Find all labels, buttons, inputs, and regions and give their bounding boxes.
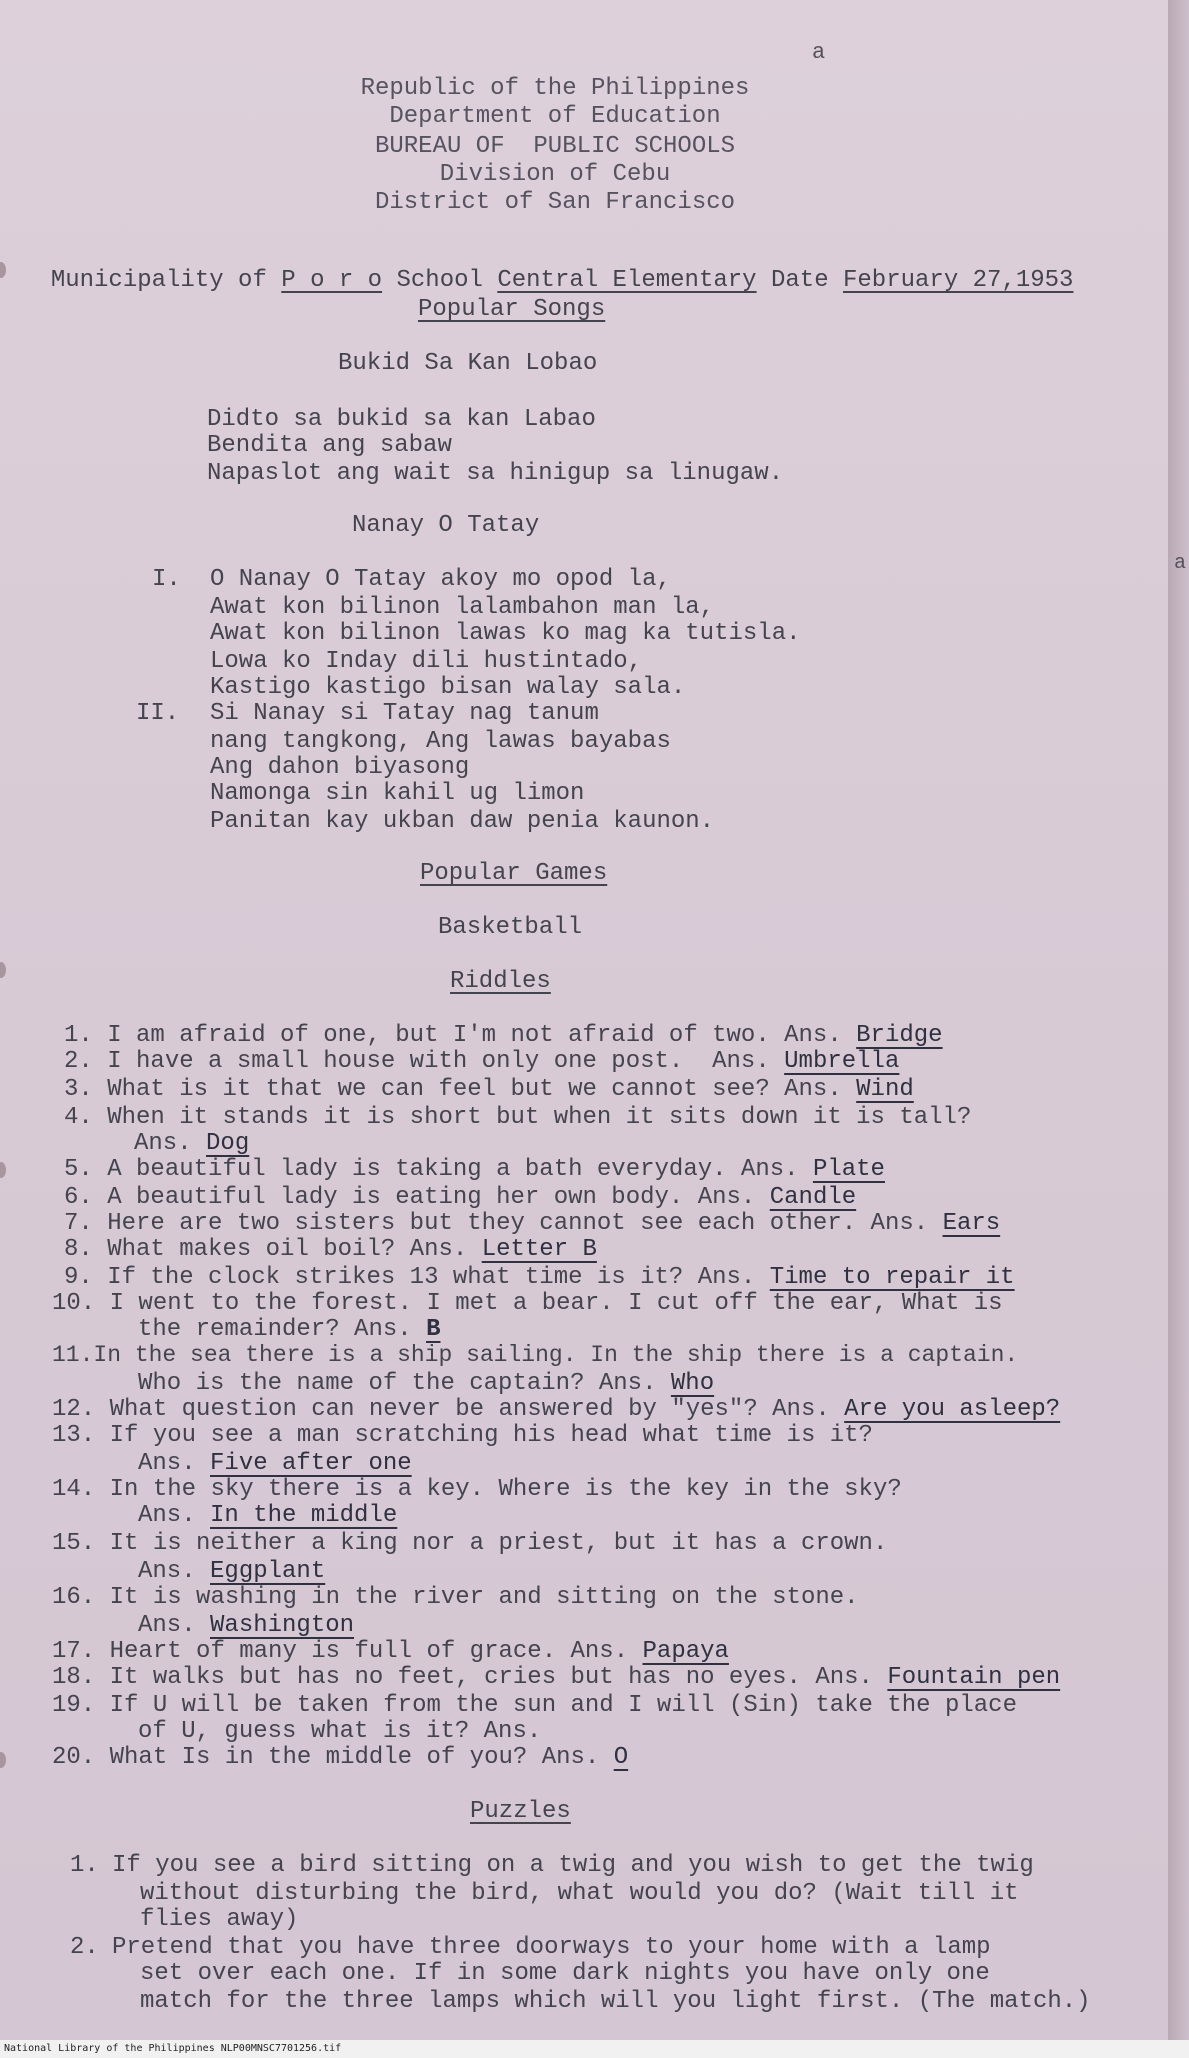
riddle-item: 4. When it stands it is short but when it sits down it is tall? — [64, 1104, 972, 1131]
songs-heading: Popular Songs — [418, 296, 606, 323]
puzzle-line: without disturbing the bird, what would you do? (Wait till it — [140, 1880, 1019, 1907]
riddle-item-answer: Who is the name of the captain? Ans. Who — [138, 1370, 715, 1397]
puzzle-line: match for the three lamps which will you light first. (The match.) — [140, 1988, 1091, 2015]
verse1-line: Awat kon bilinon lalambahon man la, — [210, 594, 715, 621]
puzzle-line: set over each one. If in some dark nights you have only one — [140, 1960, 990, 1987]
verse1-line: Lowa ko Inday dili hustintado, — [210, 648, 643, 675]
school-label: School — [396, 267, 483, 294]
song1-line: Napaslot ang wait sa hinigup sa linugaw. — [207, 460, 784, 487]
verse2-line: Namonga sin kahil ug limon — [210, 780, 585, 807]
riddle-item: 12. What question can never be answered by "yes"? Ans. Are you asleep? — [52, 1396, 1061, 1423]
puzzle-number: 1. — [70, 1852, 99, 1879]
riddle-item: 7. Here are two sisters but they cannot see each other. Ans. Ears — [64, 1210, 1001, 1237]
info-line — [22, 240, 1073, 294]
school-value: Central Elementary — [497, 267, 757, 294]
riddle-item: 10. I went to the forest. I met a bear. I cut off the ear, What is — [52, 1290, 1003, 1317]
municipality-label: Municipality of — [50, 267, 267, 294]
song1-line: Bendita ang sabaw — [207, 432, 452, 459]
header-republic: Republic of the Philippines — [360, 75, 750, 102]
verse2-line: Panitan kay ukban daw penia kaunon. — [210, 808, 715, 835]
riddle-item: 9. If the clock strikes 13 what time is it? Ans. Time to repair it — [64, 1264, 1015, 1291]
page-mark: a — [812, 40, 826, 65]
riddle-item: 20. What Is in the middle of you? Ans. O — [52, 1744, 629, 1771]
verse2-line: nang tangkong, Ang lawas bayabas — [210, 728, 671, 755]
riddle-item: 17. Heart of many is full of grace. Ans. Papaya — [52, 1638, 729, 1665]
riddle-item-answer: of U, guess what is it? Ans. — [138, 1718, 542, 1745]
riddle-item: 19. If U will be taken from the sun and I will (Sin) take the place — [52, 1692, 1017, 1719]
puzzle-line: Pretend that you have three doorways to your home with a lamp — [112, 1934, 991, 1961]
puzzle-line: flies away) — [140, 1906, 299, 1933]
page-edge — [1168, 0, 1189, 2040]
riddle-item-answer: Ans. Dog — [134, 1130, 250, 1157]
verse2-line: Si Nanay si Tatay nag tanum — [210, 700, 599, 727]
games-heading: Popular Games — [420, 860, 608, 887]
song1-title: Bukid Sa Kan Lobao — [338, 350, 598, 377]
riddle-item: 14. In the sky there is a key. Where is the key in the sky? — [52, 1476, 902, 1503]
verse1-line: Kastigo kastigo bisan walay sala. — [210, 674, 686, 701]
riddle-item-answer: Ans. Washington — [138, 1612, 355, 1639]
riddle-item-answer: Ans. Eggplant — [138, 1558, 326, 1585]
header-department: Department of Education — [389, 103, 721, 130]
riddle-item: 18. It walks but has no feet, cries but has no eyes. Ans. Fountain pen — [52, 1664, 1061, 1691]
header-bureau: BUREAU OF PUBLIC SCHOOLS — [374, 133, 736, 160]
header-district: District of San Francisco — [374, 189, 736, 216]
verse1-line: O Nanay O Tatay akoy mo opod la, — [210, 566, 671, 593]
riddle-item: 1. I am afraid of one, but I'm not afraid of two. Ans. Bridge — [64, 1022, 943, 1049]
verse2-line: Ang dahon biyasong — [210, 754, 470, 781]
riddle-item-answer: the remainder? Ans. B — [138, 1316, 441, 1343]
scan-footer: National Library of the Philippines NLP00MNSC7701256.tif — [0, 2040, 1189, 2058]
riddle-item: 11.In the sea there is a ship sailing. In the ship there is a captain. — [52, 1342, 1019, 1368]
riddle-item: 8. What makes oil boil? Ans. Letter B — [64, 1236, 597, 1263]
riddle-item-answer: Ans. In the middle — [138, 1502, 398, 1529]
puzzle-number: 2. — [70, 1934, 99, 1961]
puzzles-heading: Puzzles — [470, 1798, 571, 1825]
municipality-value: P o r o — [281, 267, 383, 294]
riddle-item: 6. A beautiful lady is eating her own body. Ans. Candle — [64, 1184, 857, 1211]
riddle-item: 5. A beautiful lady is taking a bath everyday. Ans. Plate — [64, 1156, 885, 1183]
riddle-item: 16. It is washing in the river and sitting on the stone. — [52, 1584, 859, 1611]
games-item: Basketball — [438, 914, 583, 941]
date-value: February 27,1953 — [843, 267, 1074, 294]
song1-line: Didto sa bukid sa kan Labao — [207, 406, 596, 433]
header-division: Division of Cebu — [439, 161, 671, 188]
margin-mark: a — [1174, 552, 1187, 575]
verse2-number: II. — [136, 700, 180, 727]
song2-title: Nanay O Tatay — [352, 512, 540, 539]
date-label: Date — [770, 267, 829, 294]
riddle-item: 3. What is it that we can feel but we cannot see? Ans. Wind — [64, 1076, 914, 1103]
riddle-item: 15. It is neither a king nor a priest, but it has a crown. — [52, 1530, 888, 1557]
riddles-heading: Riddles — [450, 968, 551, 995]
riddle-item-answer: Ans. Five after one — [138, 1450, 412, 1477]
riddle-item: 13. If you see a man scratching his head what time is it? — [52, 1422, 873, 1449]
verse1-number: I. — [152, 566, 181, 593]
verse1-line: Awat kon bilinon lawas ko mag ka tutisla. — [210, 620, 801, 647]
puzzle-line: If you see a bird sitting on a twig and you wish to get the twig — [112, 1852, 1034, 1879]
riddle-item: 2. I have a small house with only one post. Ans. Umbrella — [64, 1048, 900, 1075]
